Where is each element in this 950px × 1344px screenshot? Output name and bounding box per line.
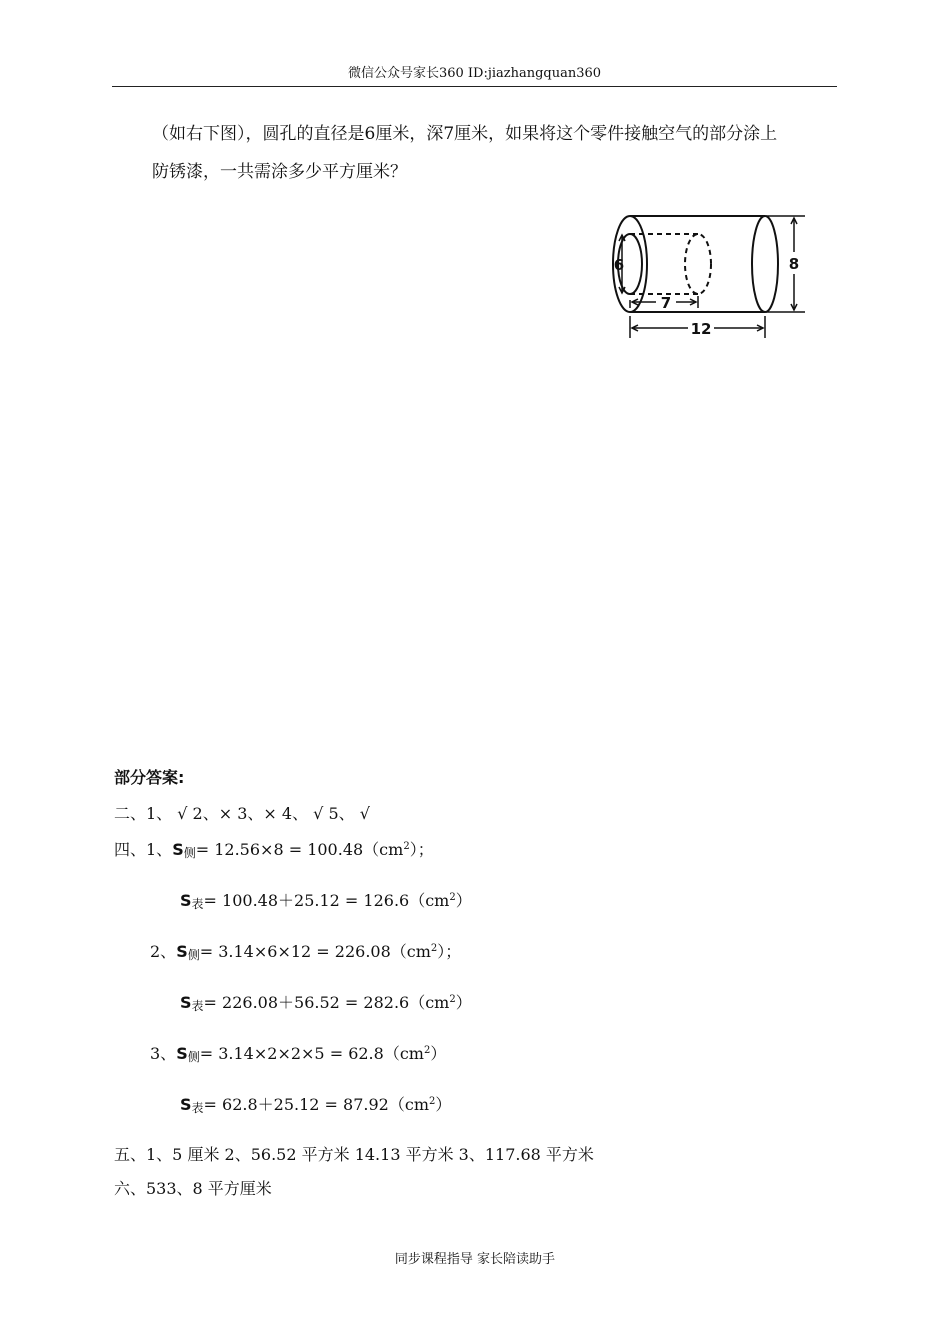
section-4-prefix: 四、1、 (114, 840, 173, 859)
label-7: 7 (660, 294, 672, 312)
answer-4-3-side: 3、$S_侧= 3.14\times 2\times 2\times 5 = 62.8(cm^2)$ (150, 1044, 447, 1064)
label-8: 8 (788, 255, 800, 273)
label-6: 6 (613, 256, 625, 274)
question-line-1: （如右下图），圆孔的直径是6厘米，深7厘米，如果将这个零件接触空气的部分涂上 (152, 124, 778, 144)
page-header: 微信公众号家长360 ID:jiazhangquan360 (112, 62, 837, 87)
answers-title: 部分答案: (114, 768, 185, 787)
answer-4-2-total: $S_表= 226.08+56.52 = 282.6(cm^2)$ (180, 993, 472, 1013)
answer-4-3-total: $S_表= 62.8+25.12 = 87.92(cm^2)$ (180, 1095, 452, 1115)
answer-4-1-total: $S_表= 100.48+25.12 = 126.6(cm^2)$ (180, 891, 472, 911)
answers-section-6: 六、533、8 平方厘米 (114, 1179, 272, 1198)
answers-section-2: 二、1、 √ 2、× 3、× 4、 √ 5、 √ (114, 804, 370, 823)
answers-section-5: 五、1、5 厘米 2、56.52 平方米 14.13 平方米 3、117.68 平方米 (114, 1145, 594, 1164)
cylinder-figure (600, 208, 810, 348)
page-footer: 同步课程指导 家长陪读助手 (394, 1252, 556, 1267)
right-end (752, 216, 778, 312)
answer-4-1-side: 四、1、$S_侧= 12.56\times 8 = 100.48(cm^2)$； (114, 840, 434, 860)
question-line-2: 防锈漆，一共需涂多少平方厘米？ (152, 162, 407, 182)
answer-4-2-side: 2、$S_侧= 3.14\times 6\times 12 = 226.08(cm^2)$； (150, 942, 462, 962)
label-12: 12 (690, 320, 712, 338)
hole-bottom (685, 234, 711, 294)
